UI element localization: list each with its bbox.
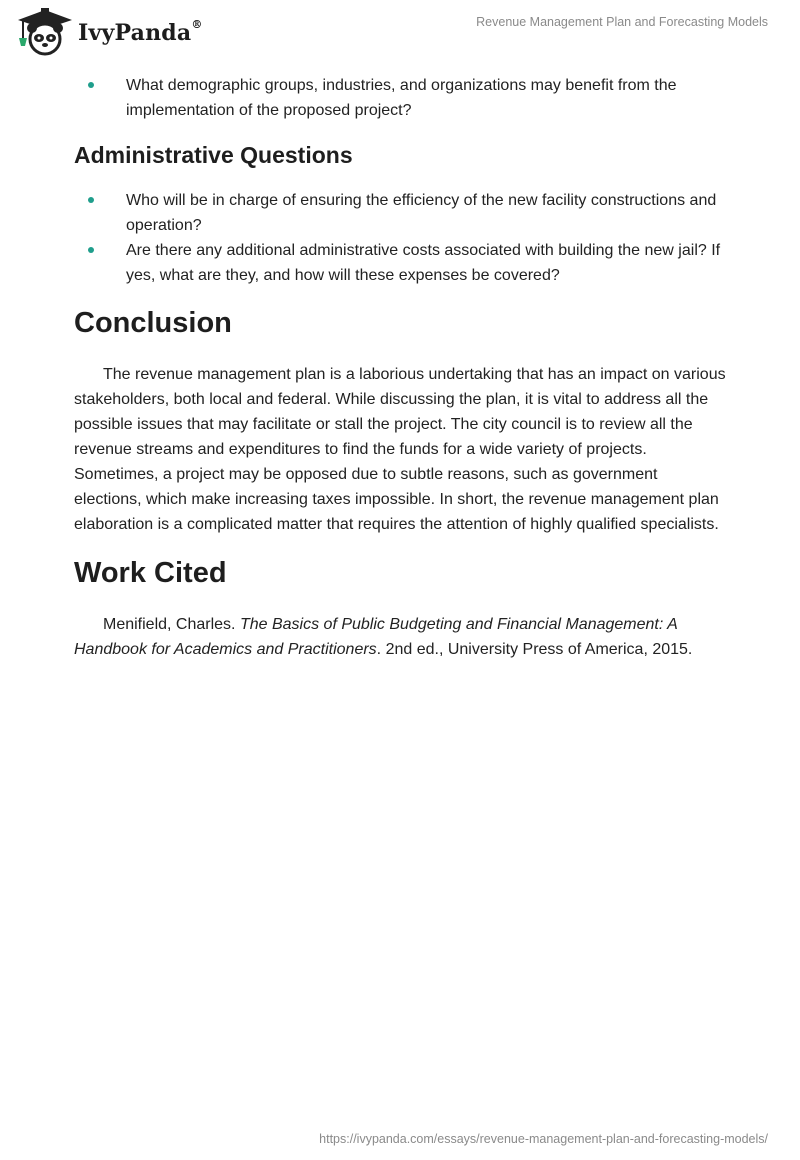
list-item-text: What demographic groups, industries, and organizations may benefit from the implementation of the proposed project?: [126, 77, 677, 119]
top-bullet-list: [74, 73, 726, 123]
list-item: [74, 238, 726, 288]
source-url[interactable]: https://ivypanda.com/essays/revenue-management-plan-and-forecasting-models/: [319, 1132, 768, 1146]
bullet-dot-icon: [88, 197, 94, 203]
list-item: [74, 73, 726, 123]
conclusion-heading: Conclusion: [74, 307, 232, 339]
conclusion-paragraph: The revenue management plan is a laborious undertaking that has an impact on various stakeholders, both local and federal. While discussing the plan, it is vital to address all the possible issues that may facilitate or stall the project. The city council is to review all the revenue streams and expenditures to find the funds for a wide variety of projects. Sometimes, a project may be opposed due to subtle reasons, such as government elections, which make increasing taxes impossible. In short, the revenue management plan elaboration is a complicated matter that requires the attention of highly qualified specialists.: [74, 366, 726, 533]
bullet-dot-icon: [88, 247, 94, 253]
ivypanda-logo[interactable]: [14, 8, 214, 58]
panda-logo-icon: [14, 8, 76, 58]
list-item: [74, 188, 726, 238]
citation-title: The Basics of Public Budgeting and Financial Management: A Handbook for Academics and Practitioners: [74, 616, 678, 658]
list-item-text: Who will be in charge of ensuring the efficiency of the new facility constructions and operation?: [126, 192, 717, 234]
citation-publication: . 2nd ed., University Press of America, 2015.: [376, 641, 693, 658]
administrative-questions-heading: Administrative Questions: [74, 142, 353, 168]
citation-author: Menifield, Charles.: [103, 616, 240, 633]
work-cited-heading: Work Cited: [74, 557, 227, 589]
registered-mark: ®: [191, 18, 203, 31]
administrative-bullet-list: [74, 188, 726, 288]
list-item-text: Are there any additional administrative costs associated with building the new jail? If yes, what are they, and how will these expenses be covered?: [126, 242, 721, 284]
document-title: Revenue Management Plan and Forecasting Models: [476, 15, 768, 29]
document-body: [74, 70, 726, 662]
bullet-dot-icon: [88, 82, 94, 88]
citation-entry: [74, 612, 726, 662]
logo-wordmark: IvyPanda®: [78, 18, 203, 46]
